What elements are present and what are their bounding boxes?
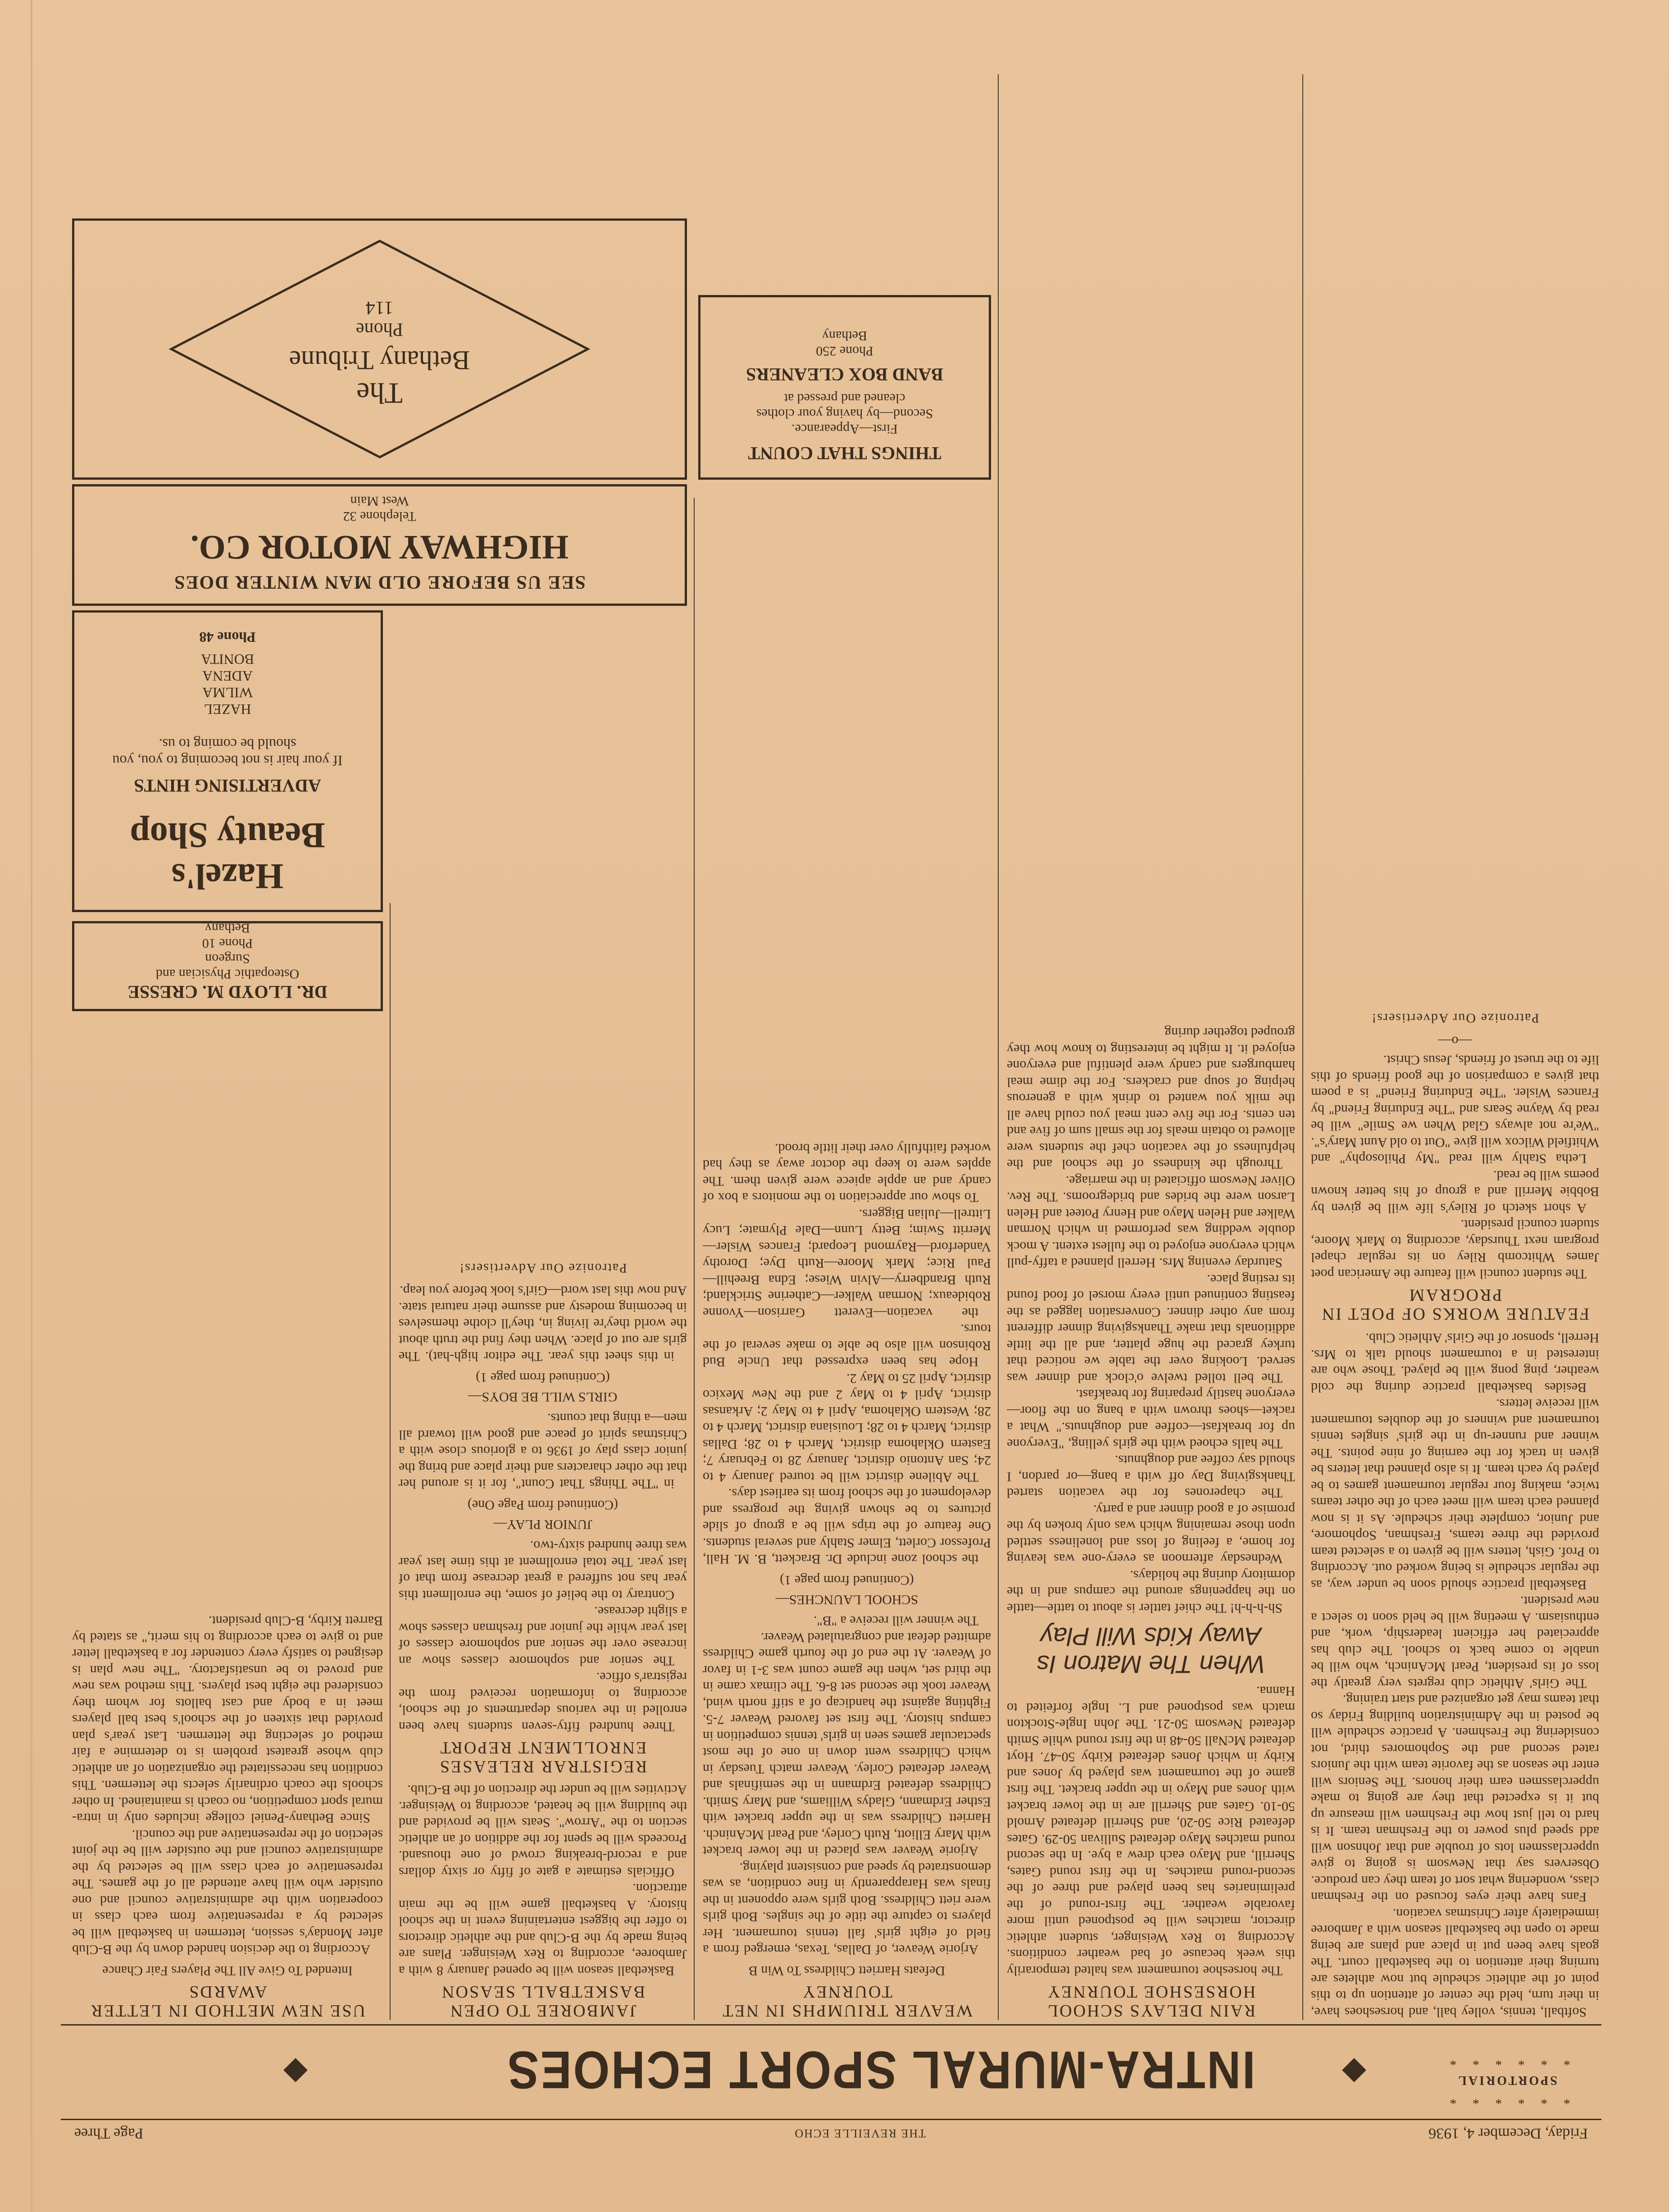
article-headline: REGISTRAR RELEASES ENROLLMENT REPORT xyxy=(438,1738,647,1776)
ad-text: Telephone 32 xyxy=(343,509,416,524)
ad-text: BONITA xyxy=(200,651,255,668)
page-header xyxy=(47,2124,1615,2142)
ad-text: Bethany Tribune xyxy=(289,345,470,375)
article-paragraph: The bell tolled twelve o'clock and dinner was served. Looking over the table we noticed that turkey graced the huge platter, and all the little additionals that make Thanksgiving dinner different from any other dinner. Conversation lagged as the feasting continued until every morsel of food found its resting place. xyxy=(1007,1272,1295,1385)
article-paragraph: A short sketch of Riley's life will be given by Bobbie Merrill and a group of his better known poems will be read. xyxy=(1311,1168,1599,1216)
diamond-ornament-right xyxy=(283,2058,308,2082)
ad-text: THINGS THAT COUNT xyxy=(748,443,941,463)
column-letter-awards xyxy=(72,1020,383,2020)
article-paragraph: The senior and sophomore classes show an increase over the senior and sophomore classes of last year while the junior and freshman classes show a slight decrease. xyxy=(399,1604,687,1668)
article-paragraph: The horseshoe tournament was halted temporarily this week because of bad weather conditions. According to Rex Weisinger, student athletic director, matches will be postponed until more favorable weather. The first-round of the preliminaries has been played and three of the second-round matches. In the first round Gates, Sherrill, and Mayo each drew a bye. In the second round matches Mayo defeated Sullivan 50-29. Gates defeated Rice 50-20, and Sherrill defeated Arnold 50-10. Gates and Sherrill are in the lower bracket with Jones and Mayo in the upper bracket. The first game of the tournament was played by Jones and Kirby in which Jones defeated Kirby 50-47. Hoyt defeated McNall 50-48 in the first round while Smith defeated Newsom 50-21. The John Ingle-Stockton match was postponed and L. Ingle forfeited to Hanna. xyxy=(1007,1684,1295,1978)
article-paragraph: in "The Things That Count", for it is around her that the other characters and their place and bring the junior class play of 1936 to a glorious close with a Christmas spirit of peace and good will toward all men—a thing that counts. xyxy=(399,1411,687,1492)
article-paragraph: Arjorie Weaver, of Dallas, Texas, emerged from a field of eight girls' fall tennis tournament. Her players to capture the title of the singles. Both girls were riett Childress. Both girls were opponent in the finals was Harapparently in fine condition, as was demonstrated by speed and consistent playing. xyxy=(703,1860,991,1958)
ad-text: The xyxy=(356,377,403,409)
sportorial-box xyxy=(1421,2031,1592,2108)
ad-text: should be coming to us. xyxy=(159,736,296,752)
article-headline: JAMBOREE TO OPEN BASKETBALL SEASON xyxy=(441,1982,645,2020)
article-paragraph: The winner will receive a "B". xyxy=(813,1613,978,1629)
ad-text: ADENA xyxy=(202,668,253,684)
article-paragraph: Through the kindness of the school and the helpfulness of the vacation chef the students were allowed to obtain meals for the small sum of five and ten cents. For the five cent meal you could have all the milk you wanted to drink with a generous helping of soup and crackers. For the dime meal hamburgers and candy were plentiful and everyone enjoyed it. It might be interesting to know how they grouped together during xyxy=(1007,1025,1295,1172)
ad-text: SEE US BEFORE OLD MAN WINTER DOES xyxy=(173,572,586,592)
article-headline: JUNIOR PLAY— xyxy=(493,1517,592,1532)
ad-text: Phone 10 xyxy=(202,936,253,951)
ad-band-box-cleaners xyxy=(698,295,991,480)
page-edge-line xyxy=(31,0,32,2212)
ad-text: If your hair is not becoming to you, you xyxy=(112,753,343,769)
masthead-rule xyxy=(61,2024,1601,2026)
ad-text: Osteopathic Physician and xyxy=(155,967,300,981)
ad-hazels-beauty-shop xyxy=(72,610,383,912)
article-paragraph: Basketball practice should soon be under way, as the regular schedule is being worked out. According to Prof. Gish, letters will be given to a selected team provided the three teams, Freshman, Sophomore, and Junior, complete their schedule. As it is now planned each team will meet each of the other teams twice, making four regular tournament games to be played by each team. It is also planned that letters be given in track for the earning of nine points. The winner and runner-up in the girls' singles tennis tournament and winners of the doubles tournament will receive letters. xyxy=(1311,1396,1599,1592)
page-number: Page Three xyxy=(74,2125,144,2142)
sportorial-stars-top: * * * * * * xyxy=(1443,2092,1570,2107)
article-headline: GIRLS WILL BE BOYS— xyxy=(468,1390,618,1404)
ad-text: BAND BOX CLEANERS xyxy=(746,364,943,385)
ad-text: West Main xyxy=(350,494,409,509)
ad-text: Phone 250 xyxy=(816,344,873,359)
article-paragraph: Contrary to the belief of some, the enrollment this year has not suffered a great decrease from that of last year. The total enrollment at this time last year was three hundred sixty-two. xyxy=(399,1538,687,1603)
column-rule xyxy=(694,498,695,2020)
ad-text: First—Appearance. xyxy=(791,422,898,436)
article-paragraph: To show our appreciation to the monitors a box of candy and an apple apiece were given them. The apples were to keep the doctor away as they had worked faithfully over their little brood. xyxy=(703,1141,991,1205)
sportorial-stars-bottom: * * * * * * xyxy=(1443,2053,1570,2068)
column-rule xyxy=(1302,74,1303,2020)
issue-date: Friday, December 4, 1936 xyxy=(1428,2125,1588,2142)
article-paragraph: Fans have their eyes focused on the Freshman class, wondering what sort of team they can produce. Observers say that Newsom is going to give upperclassmen lots of trouble and that Johnson will add speed plus power to the Freshman team. It is hard to tell just how the Freshmen will measure up but it is expected that they are going to make upperclassmen earn their honors. The Seniors will enter the season as the favorite team with the Juniors rated second and the Sophomores third, not considering the Freshmen. A practice schedule will be posted in the Administration building Friday so that teams may get organized and start training. xyxy=(1311,1692,1599,1905)
article-paragraph: the vacation—Everett Garrison—Yvonne Robideaux; Norman Walker—Catherine Strickland; Ruth Brandberry—Alvin Wiese; Edna Breehill—Paul Rice; Mark Moore—Ruth Dye; Dorothy Vanderford—Raymond Leopard; Frances Wisler—Merritt Swim; Betty Lunn—Dale Plymate; Lucy Littrell—Julian Biggers. xyxy=(703,1207,991,1320)
article-headline: USE NEW METHOD IN LETTER AWARDS xyxy=(90,1982,365,2020)
article-subhead: Defeats Harriett Childress To Win B xyxy=(748,1963,946,1978)
article-paragraph: the school zone include Dr. Brackett, B. M. Hall, Professor Corlett, Elmer Stahly and several students. One feature of the trips will be a group of slide pictures to be shown giving the progress and development of the school from its earliest days. xyxy=(703,1486,991,1567)
article-paragraph: in this sheet this year. The editor high-hat). The girls are out of place. When they find the truth about the world they're living in, they'll clothe themselves in becoming modesty and assume their natural state. And now this last word—Girl's look before you leap. xyxy=(399,1283,687,1364)
ad-text: Surgeon xyxy=(205,951,250,966)
ad-text: cleaned and pressed at xyxy=(784,391,905,406)
column-tennis xyxy=(703,498,991,2020)
column-rule xyxy=(998,74,999,2020)
ad-text: Bethany xyxy=(205,921,250,936)
ad-cresse xyxy=(72,921,383,1011)
sportorial-label: SPORTORIAL xyxy=(1456,2073,1557,2087)
ad-text: Phone 48 xyxy=(199,629,256,645)
article-paragraph: The student council will feature the American poet James Whitcomb Riley on its regular chapel program next Thursday, according to Mark Moore, student council president. xyxy=(1311,1217,1599,1281)
article-paragraph: Arjorie Weaver was placed in the lower bracket with Mary Elliott, Ruth Corley, and Pearl McAninch. Harriett Childress was in the upper bracket with Esther Erdmann, Gladys Williams, and Mary Smith. Childress defeated Erdmann in the semifinals and Weaver defeated Corley. Weaver match Tuesday in which Childress went down in one of the most spectacular games seen in girls' tennis competition in campus history. The first set favored Weaver 7-5. Fighting against the handicap of a stiff north wind, Weaver took the second set 8-6. The climax came in the third set, when the game count was 3-1 in favor of Weaver. At the end of the fourth game Childress admitted defeat and congratulated Weaver. xyxy=(703,1630,991,1859)
column-horseshoe xyxy=(1007,74,1295,2020)
feature-headline: When The Matron Is Away Kids Will Play xyxy=(1037,1622,1265,1679)
ad-text: Second—by having your clothes xyxy=(756,406,933,421)
column-jamboree xyxy=(399,615,687,2020)
article-headline: WEAVER TRIUMPHS IN NET TOURNEY xyxy=(721,1982,973,2020)
article-subhead: Intended To Give All The Players Fair Chance xyxy=(102,1963,353,1978)
article-paragraph: According to the decision handed down by the B-Club after Monday's session, lettermen in basketball will be selected by a representative from each class in cooperation with the administrative council and one outsider who will have attended all of the games. The representative of each class will be selected by the administrative council and the outsider will be the joint selection of the representative and the council. xyxy=(72,1827,383,1958)
article-paragraph: Softball, tennis, volley ball, and horseshoes have, in their turn, held the center of attention up to this point of the athletic schedule but now athletes are turning their attention to the basketball court. The goals have been put in place and plans are being made to open the basketball season with a Jamboree immediately after Christmas vacation. xyxy=(1311,1906,1599,2020)
article-paragraph: Three hundred fifty-seven students have been enrolled in the various departments of the school, according to information received from the registrar's office. xyxy=(399,1670,687,1734)
article-paragraph: The halls echoed with the girls yelling, "Everyone up for breakfast—coffee and doughnuts." What a racket—shoes thrown with a bang on the floor—everyone hastily preparing for breakfast. xyxy=(1007,1387,1295,1451)
patronize-line: Patronize Our Advertisers! xyxy=(1371,1011,1539,1026)
article-paragraph: Wednesday afternoon as every-one was leaving for home, a feeling of loss and loneliness settled upon those remaining which was only broken by the promise of a good dinner and a party. xyxy=(1007,1502,1295,1567)
article-paragraph: Besides basketball practice during the cold weather, ping pong will be played. Those who are interested in a tournament should talk to Mrs. Herrell, sponsor of the Girls' Athletic Club. xyxy=(1311,1331,1599,1395)
article-paragraph: The Girls' Athletic club regrets very greatly the loss of its president, Pearl McAninch, who will be unable to come back to school. The club has appreciated her efficient leadership, work, and enthusiasm. A meeting will be held soon to select a new president. xyxy=(1311,1594,1599,1691)
article-headline: RAIN DELAYS SCHOOL HORSESHOE TOURNEY xyxy=(1046,1982,1256,2020)
article-paragraph: Letha Stahly will read "My Philosophy" and Whitfield Wilcox will give "Out to old Aunt Mary's". "We're not always Glad When we Smile" will be read by Wayne Sears and "The Enduring Friend" by Frances Wisler. "The Enduring Friend" is a poem that gives a comparison of the good friends of this life to the truest of friends, Jesus Christ. xyxy=(1311,1053,1599,1167)
ad-text: Bethany xyxy=(822,328,867,343)
ad-text: Hazel's xyxy=(171,856,284,896)
ad-text: DR. LLOYD M. CRESSE xyxy=(127,982,327,1002)
article-headline: FEATURE WORKS OF POET IN PROGRAM xyxy=(1320,1285,1590,1323)
paper-name: THE REVEILLE ECHO xyxy=(794,2127,926,2140)
continued-note: (Continued from page 1) xyxy=(476,1370,610,1385)
ad-highway-motor xyxy=(72,484,687,606)
header-rule xyxy=(61,2119,1601,2120)
column-rule xyxy=(390,903,391,2020)
patronize-line: Patronize Our Advertisers! xyxy=(459,1261,627,1276)
article-paragraph: Basketball season will be opened January 8 with a Jamboree, according to Rex Weisinger. Plans are being made by the B-Club and the athletic directors to offer the biggest entertaining event in the school history. A basketball game will be the main attraction. xyxy=(399,1881,687,1978)
article-paragraph: Sh-h-h-h! The chief tattler is about to tattle—tattle on the happenings around the campus and in the dormitory during the holidays. xyxy=(1007,1568,1295,1616)
ad-text: Phone xyxy=(356,319,403,340)
section-masthead: INTRA-MURAL SPORT ECHOES xyxy=(506,2040,1255,2099)
separator: —o— xyxy=(1438,1034,1472,1049)
newspaper-page xyxy=(47,52,1615,2142)
column-sportorial xyxy=(1311,309,1599,2020)
continued-note: (Continued from Page One) xyxy=(467,1498,618,1513)
ad-text: 114 xyxy=(365,297,394,318)
ad-text: WILMA xyxy=(202,685,253,701)
article-paragraph: Officials estimate a gate of fifty or sixty dollars and a record-breaking crowd of one thousand. Proceeds will be spent for the addition of an athletic section to the "Arrow". Seats will be provided and the building will be heated, according to Weisinger. Activities will be under the direction of the B-Club. xyxy=(399,1782,687,1880)
article-headline: SCHOOL LAUNCHES— xyxy=(775,1592,919,1607)
ad-text: ADVERTISING HINTS xyxy=(134,776,321,796)
article-paragraph: The chaperones for the vacation started Thanksgiving Day off with a bang—or pardon, I should say coffee and doughnuts. xyxy=(1007,1453,1295,1501)
article-paragraph: Since Bethany-Peniel college includes only in intra-mural sport competition, no coach is maintained. In other schools the coach ordinarily selects the lettermen. This condition has necessitated the organization of an athletic club whose greatest problem is to determine a fair method of selecting the lettermen. Last year's plan provided that sixteen of the school's best ball players meet in a body and cast ballots for whom they considered the eight best players. This method was new and proved to be unsatisfactory. "The new plan is designed to satisfy every contender for a basketball letter and to give to each according to his merit," as stated by Barrett Kirby, B-Club president. xyxy=(72,1613,383,1826)
diamond-ornament-left xyxy=(1342,2058,1366,2082)
article-paragraph: Hope has been expressed that Uncle Bud Robinson will also be able to make several of the tours. xyxy=(703,1322,991,1370)
article-paragraph: The Abilene district will be toured January 4 to 24; San Antonio district, January 28 to February 7; Eastern Oklahoma district, March 4 to 28; Dallas district, March 4 to 28; Louisiana district, March 4 to 28; Western Oklahoma, April 4 to May 2; Arkansas district, April 4 to May 2 and the New Mexico district, April 25 to May 2. xyxy=(703,1371,991,1485)
ad-text: HAZEL xyxy=(204,701,251,718)
ad-bethany-tribune xyxy=(72,218,687,480)
ad-text: HIGHWAY MOTOR CO. xyxy=(190,528,569,566)
article-paragraph: Saturday evening Mrs. Herrell planned a taffy-pull which everyone enjoyed to the fullest extent. A mock double wedding was performed in which Norman Walker and Helen Mayo and Henry Poteet and Helen Larson were the brides and bridegrooms. The Rev. Oliver Newsom officiated in the marriage. xyxy=(1007,1173,1295,1271)
continued-note: (Continued from page 1) xyxy=(780,1573,914,1588)
ad-text: Beauty Shop xyxy=(130,815,325,855)
